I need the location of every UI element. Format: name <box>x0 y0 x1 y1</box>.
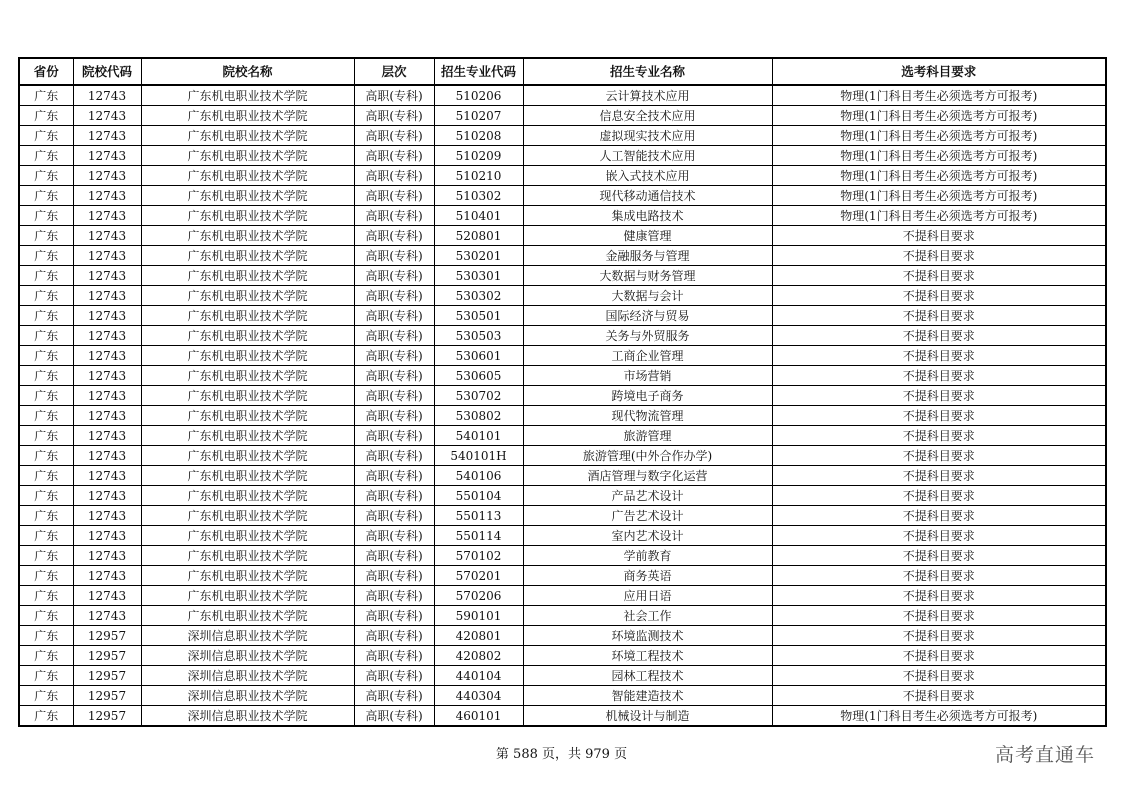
cell-major-code: 540106 <box>434 466 523 486</box>
cell-major-code: 520801 <box>434 226 523 246</box>
cell-level: 高职(专科) <box>354 426 434 446</box>
cell-school-name: 深圳信息职业技术学院 <box>141 646 354 666</box>
cell-major-name: 信息安全技术应用 <box>523 106 772 126</box>
table-row <box>19 586 1106 606</box>
cell-school-code: 12743 <box>73 85 141 106</box>
table-row <box>19 306 1106 326</box>
cell-province: 广东 <box>19 366 73 386</box>
cell-major-code: 570201 <box>434 566 523 586</box>
cell-level: 高职(专科) <box>354 686 434 706</box>
cell-subject-requirement: 不提科目要求 <box>772 526 1106 546</box>
cell-level: 高职(专科) <box>354 246 434 266</box>
cell-school-code: 12743 <box>73 166 141 186</box>
cell-level: 高职(专科) <box>354 366 434 386</box>
cell-subject-requirement: 不提科目要求 <box>772 546 1106 566</box>
table-row <box>19 146 1106 166</box>
table-row <box>19 526 1106 546</box>
cell-province: 广东 <box>19 526 73 546</box>
table-row <box>19 446 1106 466</box>
cell-school-code: 12743 <box>73 506 141 526</box>
cell-province: 广东 <box>19 166 73 186</box>
cell-level: 高职(专科) <box>354 706 434 727</box>
cell-level: 高职(专科) <box>354 326 434 346</box>
table-row <box>19 426 1106 446</box>
cell-subject-requirement: 物理(1门科目考生必须选考方可报考) <box>772 126 1106 146</box>
cell-level: 高职(专科) <box>354 466 434 486</box>
table-row <box>19 686 1106 706</box>
cell-level: 高职(专科) <box>354 506 434 526</box>
cell-school-name: 广东机电职业技术学院 <box>141 506 354 526</box>
header-major-code: 招生专业代码 <box>434 58 523 85</box>
cell-major-code: 530301 <box>434 266 523 286</box>
cell-subject-requirement: 物理(1门科目考生必须选考方可报考) <box>772 166 1106 186</box>
cell-subject-requirement: 物理(1门科目考生必须选考方可报考) <box>772 206 1106 226</box>
cell-school-name: 广东机电职业技术学院 <box>141 586 354 606</box>
cell-province: 广东 <box>19 146 73 166</box>
cell-subject-requirement: 不提科目要求 <box>772 586 1106 606</box>
cell-level: 高职(专科) <box>354 206 434 226</box>
cell-province: 广东 <box>19 426 73 446</box>
cell-major-name: 旅游管理 <box>523 426 772 446</box>
table-row <box>19 466 1106 486</box>
cell-subject-requirement: 不提科目要求 <box>772 626 1106 646</box>
cell-level: 高职(专科) <box>354 566 434 586</box>
cell-school-name: 广东机电职业技术学院 <box>141 246 354 266</box>
cell-subject-requirement: 不提科目要求 <box>772 266 1106 286</box>
cell-level: 高职(专科) <box>354 286 434 306</box>
cell-level: 高职(专科) <box>354 166 434 186</box>
table-row <box>19 386 1106 406</box>
cell-major-code: 540101 <box>434 426 523 446</box>
cell-major-code: 530601 <box>434 346 523 366</box>
cell-major-code: 530302 <box>434 286 523 306</box>
table-row <box>19 626 1106 646</box>
cell-school-name: 深圳信息职业技术学院 <box>141 706 354 727</box>
cell-school-name: 广东机电职业技术学院 <box>141 486 354 506</box>
cell-major-name: 跨境电子商务 <box>523 386 772 406</box>
cell-school-name: 广东机电职业技术学院 <box>141 226 354 246</box>
cell-major-code: 550114 <box>434 526 523 546</box>
cell-level: 高职(专科) <box>354 446 434 466</box>
cell-province: 广东 <box>19 126 73 146</box>
header-row <box>19 58 1106 85</box>
cell-subject-requirement: 物理(1门科目考生必须选考方可报考) <box>772 85 1106 106</box>
cell-major-code: 420801 <box>434 626 523 646</box>
table-row <box>19 85 1106 106</box>
cell-school-name: 广东机电职业技术学院 <box>141 266 354 286</box>
admission-table <box>18 57 1107 727</box>
cell-major-name: 现代物流管理 <box>523 406 772 426</box>
cell-subject-requirement: 不提科目要求 <box>772 666 1106 686</box>
cell-subject-requirement: 不提科目要求 <box>772 326 1106 346</box>
cell-province: 广东 <box>19 266 73 286</box>
cell-level: 高职(专科) <box>354 406 434 426</box>
cell-province: 广东 <box>19 326 73 346</box>
cell-school-code: 12743 <box>73 266 141 286</box>
cell-level: 高职(专科) <box>354 126 434 146</box>
cell-major-name: 室内艺术设计 <box>523 526 772 546</box>
cell-major-code: 510302 <box>434 186 523 206</box>
cell-province: 广东 <box>19 626 73 646</box>
cell-subject-requirement: 不提科目要求 <box>772 466 1106 486</box>
cell-subject-requirement: 不提科目要求 <box>772 646 1106 666</box>
table-row <box>19 666 1106 686</box>
cell-school-code: 12743 <box>73 306 141 326</box>
cell-major-code: 570206 <box>434 586 523 606</box>
cell-school-code: 12743 <box>73 246 141 266</box>
cell-school-code: 12743 <box>73 486 141 506</box>
cell-major-name: 嵌入式技术应用 <box>523 166 772 186</box>
cell-school-name: 广东机电职业技术学院 <box>141 466 354 486</box>
cell-major-name: 大数据与会计 <box>523 286 772 306</box>
cell-subject-requirement: 不提科目要求 <box>772 686 1106 706</box>
cell-subject-requirement: 物理(1门科目考生必须选考方可报考) <box>772 706 1106 727</box>
cell-school-code: 12957 <box>73 666 141 686</box>
cell-school-code: 12743 <box>73 426 141 446</box>
cell-major-code: 590101 <box>434 606 523 626</box>
table-row <box>19 486 1106 506</box>
cell-major-code: 510207 <box>434 106 523 126</box>
cell-subject-requirement: 不提科目要求 <box>772 346 1106 366</box>
cell-major-code: 510208 <box>434 126 523 146</box>
cell-school-code: 12743 <box>73 286 141 306</box>
cell-level: 高职(专科) <box>354 226 434 246</box>
cell-school-code: 12743 <box>73 546 141 566</box>
cell-school-code: 12743 <box>73 566 141 586</box>
header-subject-requirement: 选考科目要求 <box>772 58 1106 85</box>
cell-province: 广东 <box>19 666 73 686</box>
cell-subject-requirement: 物理(1门科目考生必须选考方可报考) <box>772 106 1106 126</box>
cell-school-code: 12743 <box>73 526 141 546</box>
cell-level: 高职(专科) <box>354 666 434 686</box>
cell-subject-requirement: 物理(1门科目考生必须选考方可报考) <box>772 146 1106 166</box>
header-school-code: 院校代码 <box>73 58 141 85</box>
cell-school-name: 广东机电职业技术学院 <box>141 446 354 466</box>
cell-province: 广东 <box>19 386 73 406</box>
cell-major-name: 园林工程技术 <box>523 666 772 686</box>
cell-school-name: 广东机电职业技术学院 <box>141 166 354 186</box>
table-row <box>19 706 1106 727</box>
cell-school-name: 广东机电职业技术学院 <box>141 526 354 546</box>
cell-province: 广东 <box>19 206 73 226</box>
cell-subject-requirement: 不提科目要求 <box>772 606 1106 626</box>
cell-school-code: 12743 <box>73 586 141 606</box>
cell-school-code: 12743 <box>73 366 141 386</box>
table-row <box>19 606 1106 626</box>
cell-major-code: 530802 <box>434 406 523 426</box>
cell-major-name: 机械设计与制造 <box>523 706 772 727</box>
cell-province: 广东 <box>19 406 73 426</box>
cell-province: 广东 <box>19 186 73 206</box>
cell-major-name: 智能建造技术 <box>523 686 772 706</box>
cell-province: 广东 <box>19 686 73 706</box>
cell-major-code: 440104 <box>434 666 523 686</box>
cell-province: 广东 <box>19 446 73 466</box>
table-body <box>19 85 1106 726</box>
cell-level: 高职(专科) <box>354 146 434 166</box>
cell-school-code: 12743 <box>73 126 141 146</box>
cell-subject-requirement: 不提科目要求 <box>772 226 1106 246</box>
cell-province: 广东 <box>19 586 73 606</box>
cell-province: 广东 <box>19 246 73 266</box>
cell-major-name: 现代移动通信技术 <box>523 186 772 206</box>
cell-school-name: 深圳信息职业技术学院 <box>141 626 354 646</box>
cell-major-code: 530605 <box>434 366 523 386</box>
cell-school-code: 12743 <box>73 446 141 466</box>
cell-school-code: 12743 <box>73 386 141 406</box>
header-major-name: 招生专业名称 <box>523 58 772 85</box>
cell-major-code: 510401 <box>434 206 523 226</box>
table-row <box>19 166 1106 186</box>
cell-school-name: 广东机电职业技术学院 <box>141 126 354 146</box>
cell-subject-requirement: 不提科目要求 <box>772 446 1106 466</box>
cell-province: 广东 <box>19 506 73 526</box>
cell-major-code: 540101H <box>434 446 523 466</box>
cell-subject-requirement: 不提科目要求 <box>772 306 1106 326</box>
cell-major-name: 云计算技术应用 <box>523 85 772 106</box>
table-row <box>19 406 1106 426</box>
cell-school-code: 12743 <box>73 146 141 166</box>
cell-level: 高职(专科) <box>354 546 434 566</box>
cell-school-code: 12743 <box>73 106 141 126</box>
cell-level: 高职(专科) <box>354 186 434 206</box>
cell-major-code: 530503 <box>434 326 523 346</box>
cell-school-code: 12743 <box>73 206 141 226</box>
cell-major-name: 国际经济与贸易 <box>523 306 772 326</box>
cell-major-name: 工商企业管理 <box>523 346 772 366</box>
cell-major-code: 530501 <box>434 306 523 326</box>
cell-province: 广东 <box>19 306 73 326</box>
table-row <box>19 246 1106 266</box>
cell-level: 高职(专科) <box>354 386 434 406</box>
cell-province: 广东 <box>19 346 73 366</box>
cell-province: 广东 <box>19 226 73 246</box>
cell-major-code: 550104 <box>434 486 523 506</box>
table-row <box>19 646 1106 666</box>
cell-subject-requirement: 不提科目要求 <box>772 426 1106 446</box>
cell-major-code: 510209 <box>434 146 523 166</box>
cell-subject-requirement: 物理(1门科目考生必须选考方可报考) <box>772 186 1106 206</box>
page-footer: 第 588 页，共 979 页 <box>495 747 628 762</box>
cell-school-code: 12743 <box>73 406 141 426</box>
cell-school-name: 广东机电职业技术学院 <box>141 146 354 166</box>
cell-major-code: 530201 <box>434 246 523 266</box>
cell-province: 广东 <box>19 466 73 486</box>
cell-school-name: 深圳信息职业技术学院 <box>141 686 354 706</box>
table-row <box>19 226 1106 246</box>
cell-province: 广东 <box>19 646 73 666</box>
cell-school-code: 12743 <box>73 466 141 486</box>
table-header <box>19 58 1106 85</box>
cell-level: 高职(专科) <box>354 586 434 606</box>
cell-school-code: 12743 <box>73 346 141 366</box>
cell-province: 广东 <box>19 606 73 626</box>
cell-subject-requirement: 不提科目要求 <box>772 366 1106 386</box>
cell-major-name: 商务英语 <box>523 566 772 586</box>
cell-province: 广东 <box>19 486 73 506</box>
cell-school-code: 12957 <box>73 646 141 666</box>
cell-major-code: 510210 <box>434 166 523 186</box>
cell-province: 广东 <box>19 286 73 306</box>
table-row <box>19 286 1106 306</box>
table-row <box>19 566 1106 586</box>
cell-subject-requirement: 不提科目要求 <box>772 566 1106 586</box>
cell-major-name: 产品艺术设计 <box>523 486 772 506</box>
cell-major-name: 人工智能技术应用 <box>523 146 772 166</box>
table-row <box>19 346 1106 366</box>
cell-level: 高职(专科) <box>354 626 434 646</box>
cell-school-name: 广东机电职业技术学院 <box>141 386 354 406</box>
cell-province: 广东 <box>19 706 73 727</box>
cell-major-name: 学前教育 <box>523 546 772 566</box>
cell-province: 广东 <box>19 106 73 126</box>
cell-school-code: 12743 <box>73 186 141 206</box>
cell-major-name: 酒店管理与数字化运营 <box>523 466 772 486</box>
cell-school-name: 广东机电职业技术学院 <box>141 606 354 626</box>
cell-province: 广东 <box>19 566 73 586</box>
cell-school-name: 广东机电职业技术学院 <box>141 326 354 346</box>
cell-major-name: 社会工作 <box>523 606 772 626</box>
cell-school-name: 深圳信息职业技术学院 <box>141 666 354 686</box>
cell-school-code: 12743 <box>73 226 141 246</box>
cell-major-name: 集成电路技术 <box>523 206 772 226</box>
cell-level: 高职(专科) <box>354 85 434 106</box>
table-row <box>19 126 1106 146</box>
table-row <box>19 546 1106 566</box>
cell-school-name: 广东机电职业技术学院 <box>141 566 354 586</box>
cell-major-code: 530702 <box>434 386 523 406</box>
cell-subject-requirement: 不提科目要求 <box>772 486 1106 506</box>
cell-major-name: 广告艺术设计 <box>523 506 772 526</box>
cell-level: 高职(专科) <box>354 306 434 326</box>
cell-province: 广东 <box>19 546 73 566</box>
cell-major-name: 金融服务与管理 <box>523 246 772 266</box>
cell-school-name: 广东机电职业技术学院 <box>141 206 354 226</box>
header-level: 层次 <box>354 58 434 85</box>
cell-school-code: 12743 <box>73 326 141 346</box>
cell-level: 高职(专科) <box>354 646 434 666</box>
header-province: 省份 <box>19 58 73 85</box>
cell-school-code: 12743 <box>73 606 141 626</box>
cell-major-name: 旅游管理(中外合作办学) <box>523 446 772 466</box>
cell-level: 高职(专科) <box>354 266 434 286</box>
cell-school-name: 广东机电职业技术学院 <box>141 366 354 386</box>
cell-school-code: 12957 <box>73 626 141 646</box>
cell-major-name: 市场营销 <box>523 366 772 386</box>
cell-major-code: 510206 <box>434 85 523 106</box>
cell-major-code: 550113 <box>434 506 523 526</box>
cell-school-name: 广东机电职业技术学院 <box>141 546 354 566</box>
header-school-name: 院校名称 <box>141 58 354 85</box>
cell-level: 高职(专科) <box>354 526 434 546</box>
cell-major-code: 570102 <box>434 546 523 566</box>
cell-level: 高职(专科) <box>354 606 434 626</box>
cell-major-name: 关务与外贸服务 <box>523 326 772 346</box>
cell-major-code: 440304 <box>434 686 523 706</box>
cell-level: 高职(专科) <box>354 486 434 506</box>
cell-school-name: 广东机电职业技术学院 <box>141 85 354 106</box>
cell-major-name: 虚拟现实技术应用 <box>523 126 772 146</box>
cell-major-name: 大数据与财务管理 <box>523 266 772 286</box>
cell-province: 广东 <box>19 85 73 106</box>
cell-level: 高职(专科) <box>354 106 434 126</box>
table-row <box>19 366 1106 386</box>
cell-subject-requirement: 不提科目要求 <box>772 406 1106 426</box>
cell-subject-requirement: 不提科目要求 <box>772 246 1106 266</box>
cell-major-code: 420802 <box>434 646 523 666</box>
cell-major-name: 健康管理 <box>523 226 772 246</box>
cell-major-name: 环境监测技术 <box>523 626 772 646</box>
cell-school-name: 广东机电职业技术学院 <box>141 406 354 426</box>
cell-subject-requirement: 不提科目要求 <box>772 506 1106 526</box>
cell-school-name: 广东机电职业技术学院 <box>141 426 354 446</box>
table-row <box>19 266 1106 286</box>
cell-major-code: 460101 <box>434 706 523 727</box>
table-row <box>19 506 1106 526</box>
cell-subject-requirement: 不提科目要求 <box>772 286 1106 306</box>
watermark-text: 高考直通车 <box>994 744 1095 766</box>
table-row <box>19 186 1106 206</box>
cell-school-name: 广东机电职业技术学院 <box>141 346 354 366</box>
cell-school-code: 12957 <box>73 686 141 706</box>
cell-major-name: 应用日语 <box>523 586 772 606</box>
cell-school-name: 广东机电职业技术学院 <box>141 306 354 326</box>
cell-level: 高职(专科) <box>354 346 434 366</box>
table-row <box>19 326 1106 346</box>
cell-school-code: 12957 <box>73 706 141 727</box>
cell-subject-requirement: 不提科目要求 <box>772 386 1106 406</box>
table-row <box>19 106 1106 126</box>
cell-major-name: 环境工程技术 <box>523 646 772 666</box>
cell-school-name: 广东机电职业技术学院 <box>141 106 354 126</box>
cell-school-name: 广东机电职业技术学院 <box>141 186 354 206</box>
cell-school-name: 广东机电职业技术学院 <box>141 286 354 306</box>
table-row <box>19 206 1106 226</box>
